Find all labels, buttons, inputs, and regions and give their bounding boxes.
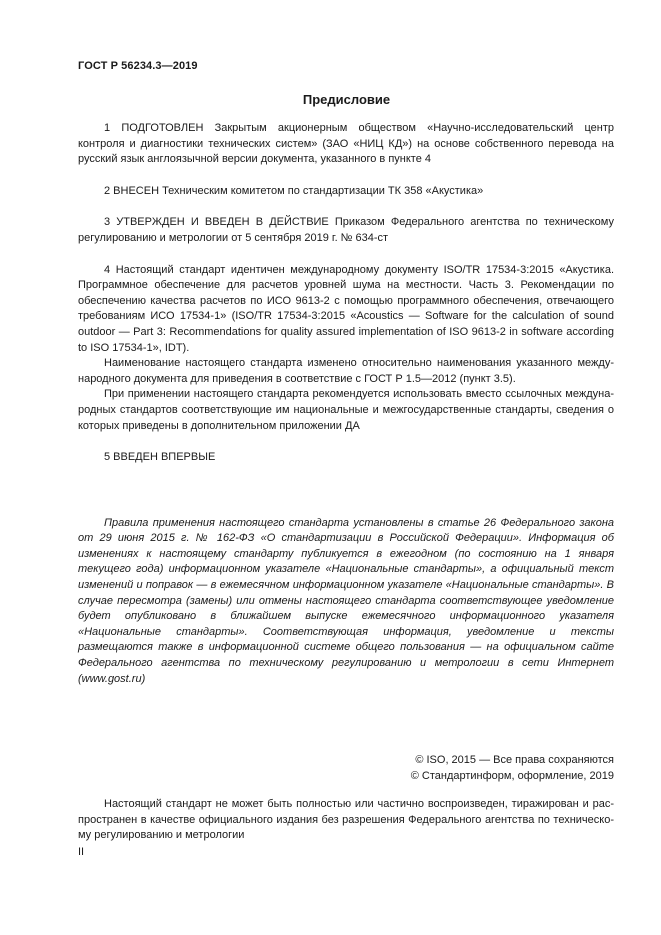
paragraph-name-change: Наименование настоящего стандарта изменено относительно наименования указанного международного документа для приведения в соответствие с ГОСТ Р 1.5—2012 (пункт 3.5). [78, 357, 614, 385]
copyright-block [411, 753, 614, 784]
paragraph-introduced-by: 2 ВНЕСЕН Техническим комитетом по стандартизации ТК 358 «Акустика» [104, 184, 484, 197]
reproduction-notice [78, 797, 614, 844]
copyright-iso: © ISO, 2015 — Все права сохраняются [415, 754, 614, 766]
foreword-body [78, 121, 614, 687]
copyright-standartinform: © Стандартинформ, оформление, 2019 [410, 769, 614, 782]
reproduction-notice-text: Настоящий стандарт не может быть полностью или частично воспроизведен, тиражирован и распространен в качестве официального издания без разрешения Федерального агентства по техническому регулированию и метрологии [78, 798, 614, 842]
paragraph-approved: 3 УТВЕРЖДЕН И ВВЕДЕН В ДЕЙСТВИЕ Приказом Федерального агентства по техническому регулированию и метрологии от 5 сентября 2019 г. № 634-ст [78, 216, 614, 244]
paragraph-references-note: При применении настоящего стандарта рекомендуется использовать вместо ссылочных международных стандартов соответствующие им национальные и межгосударственные стандарты, сведения о которых приведены в дополнительном приложении ДА [78, 388, 614, 432]
foreword-title-block [0, 92, 661, 107]
paragraph-introduced-first: 5 ВВЕДЕН ВПЕРВЫЕ [104, 451, 216, 464]
standard-code: ГОСТ Р 56234.3—2019 [78, 60, 198, 72]
paragraph-identical-standard: 4 Настоящий стандарт идентичен международному документу ISO/TR 17534-3:2015 «Акустика. Программное обеспечение для расчетов уровней шума на местности. Часть 3. Рекомендации по обеспечению качества расчетов по ИСО 9613-2 с помощью программного обеспечения, отвечающего требованиям ИСО 17534-1» (ISO/TR 17534-3:2015 «Acoustics — Software for the calculation of sound outdoor — Part 3: Recommendations for quality assured implementation of ISO 9613-2 in software according to ISO 17534-1», IDT). [78, 263, 614, 354]
page-number: II [78, 846, 85, 858]
paragraph-prepared-by: 1 ПОДГОТОВЛЕН Закрытым акционерным обществом «Научно-исследовательский центр контроля и диагностики технических систем» (ЗАО «НИЦ КД») на основе собственного перевода на русский язык англоязычной версии документа, указанного в пункте 4 [78, 122, 614, 166]
page-title: Предисловие [302, 92, 391, 107]
application-rules-notice: Правила применения настоящего стандарта установлены в статье 26 Федерального закона от 29 июня 2015 г. № 162-ФЗ «О стандартизации в Российской Федерации». Информация об изменениях к настоящему стандарту публикуется в ежегодном (по состоянию на 1 января текущего года) информационном указателе «Национальные стандарты», а официальный текст изменений и поправок — в ежемесячном информационном указателе «Национальные стандарты». В случае пересмотра (замены) или отмены настоящего стандарта соответствующее уведомление будет опубликовано в ближайшем выпуске ежемесячного информационного указателя «Национальные стандарты». Соответствующая информация, уведомление и тексты размещаются также в информационной системе общего пользования — на официальном сайте Федерального агентства по техническому регулированию и метрологии в сети Интернет (www.gost.ru) [78, 516, 614, 685]
